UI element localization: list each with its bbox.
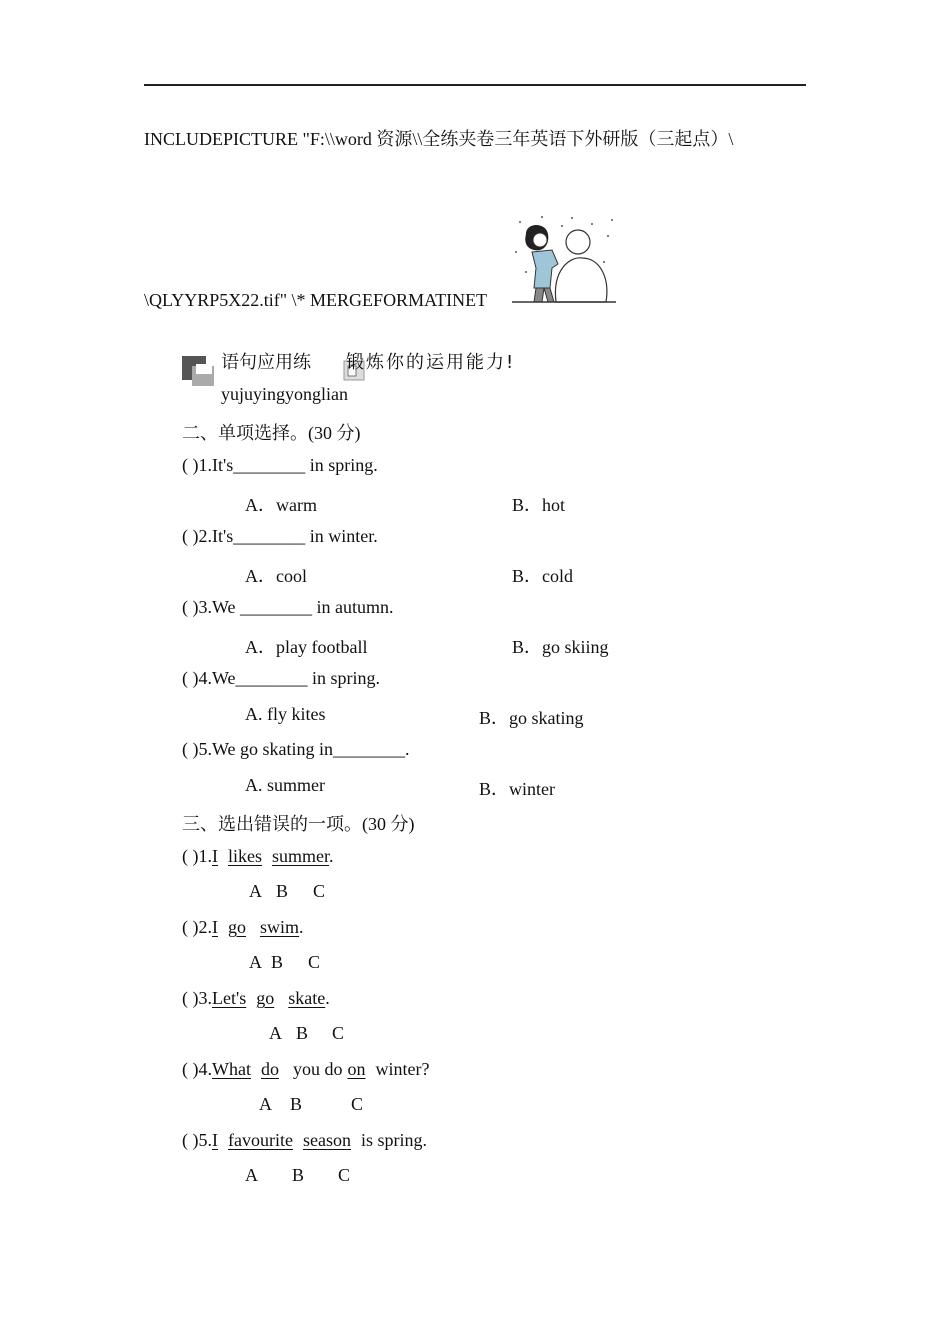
part-b: favourite xyxy=(228,1130,293,1150)
s3-q3-label-b: B xyxy=(296,1023,309,1043)
answer-paren[interactable]: ( ) xyxy=(182,917,199,937)
part-a: I xyxy=(212,846,218,866)
s3-q4-label-c: C xyxy=(351,1094,364,1114)
section-square-icon xyxy=(182,356,216,388)
part-b: do xyxy=(260,1059,279,1079)
answer-paren[interactable]: ( ) xyxy=(182,1059,199,1079)
s2-q1-option-b[interactable]: B．hot xyxy=(512,495,566,515)
s2-q2-option-a[interactable]: A．cool xyxy=(245,566,307,586)
s2-q5-option-b[interactable]: B．winter xyxy=(479,779,555,799)
q-number: 5. xyxy=(198,1130,212,1150)
s2-q3-option-a[interactable]: A．play football xyxy=(245,637,368,657)
part-c: season xyxy=(302,1130,351,1150)
part-c: swim xyxy=(260,917,300,937)
mid-text: you do xyxy=(292,1059,343,1079)
include-field-line2: \QLYYRP5X22.tif" \* MERGEFORMATINET xyxy=(144,290,488,310)
s3-q4-sentence xyxy=(182,1059,429,1080)
s3-q5-sentence xyxy=(182,1130,427,1151)
q-number: 2. xyxy=(198,917,212,937)
banner-title: 语句应用练 xyxy=(221,352,311,373)
part-b: go xyxy=(228,917,246,937)
part-a: What xyxy=(212,1059,251,1079)
s2-q4-option-b[interactable]: B．go skating xyxy=(479,708,584,728)
s3-q5-label-a: A xyxy=(245,1165,258,1185)
part-a: I xyxy=(212,917,218,937)
sentence-end: . xyxy=(325,988,330,1008)
sentence-end: is spring. xyxy=(360,1130,427,1150)
q-number: 1. xyxy=(198,846,212,866)
sentence-end: . xyxy=(299,917,304,937)
s3-q2-label-a: A xyxy=(249,952,262,972)
part-c: summer xyxy=(272,846,329,866)
s2-q2-stem: ( )2.It's________ in winter. xyxy=(182,526,378,546)
section2-heading: 二、单项选择。(30 分) xyxy=(182,423,361,443)
answer-paren[interactable]: ( ) xyxy=(182,1130,199,1150)
s2-q3-stem: ( )3.We ________ in autumn. xyxy=(182,597,394,617)
s3-q3-label-a: A xyxy=(269,1023,282,1043)
s2-q2-option-b[interactable]: B．cold xyxy=(512,566,573,586)
answer-paren[interactable]: ( ) xyxy=(182,846,199,866)
s3-q1-label-a: A xyxy=(249,881,262,901)
answer-paren[interactable]: ( ) xyxy=(182,988,199,1008)
s2-q1-option-a[interactable]: A．warm xyxy=(245,495,317,515)
sentence-end: winter? xyxy=(375,1059,430,1079)
girl-snowman-illustration xyxy=(512,212,616,308)
banner-slogan: 锻炼你的运用能力! xyxy=(346,352,516,373)
s3-q2-label-b: B xyxy=(271,952,284,972)
top-rule xyxy=(144,84,806,86)
include-field-line1: INCLUDEPICTURE "F:\\word 资源\\全练夹卷三年英语下外研版（三起点）\ xyxy=(144,129,734,149)
s3-q4-label-a: A xyxy=(259,1094,272,1114)
q-number: 4. xyxy=(198,1059,212,1079)
q-number: 3. xyxy=(198,988,212,1008)
s3-q3-label-c: C xyxy=(332,1023,345,1043)
s2-q5-stem: ( )5.We go skating in________. xyxy=(182,739,410,759)
part-c: skate xyxy=(288,988,326,1008)
section3-heading: 三、选出错误的一项。(30 分) xyxy=(182,814,415,834)
s3-q5-label-c: C xyxy=(338,1165,351,1185)
s2-q5-option-a[interactable]: A. summer xyxy=(245,775,325,795)
s2-q4-stem: ( )4.We________ in spring. xyxy=(182,668,381,688)
part-c: on xyxy=(347,1059,366,1079)
s3-q1-sentence xyxy=(182,846,334,867)
s3-q3-sentence xyxy=(182,988,330,1009)
s3-q1-label-c: C xyxy=(313,881,326,901)
s3-q4-label-b: B xyxy=(290,1094,303,1114)
part-b: go xyxy=(256,988,275,1008)
s2-q1-stem: ( )1.It's________ in spring. xyxy=(182,455,378,475)
s3-q1-label-b: B xyxy=(276,881,289,901)
s3-q2-label-c: C xyxy=(308,952,321,972)
s3-q2-sentence xyxy=(182,917,304,938)
part-b: likes xyxy=(228,846,262,866)
part-a: Let's xyxy=(212,988,247,1008)
s2-q4-option-a[interactable]: A. fly kites xyxy=(245,704,326,724)
s3-q5-label-b: B xyxy=(292,1165,305,1185)
s2-q3-option-b[interactable]: B．go skiing xyxy=(512,637,609,657)
banner-pinyin: yujuyingyonglian xyxy=(221,384,348,404)
part-a: I xyxy=(212,1130,218,1150)
sentence-end: . xyxy=(329,846,334,866)
